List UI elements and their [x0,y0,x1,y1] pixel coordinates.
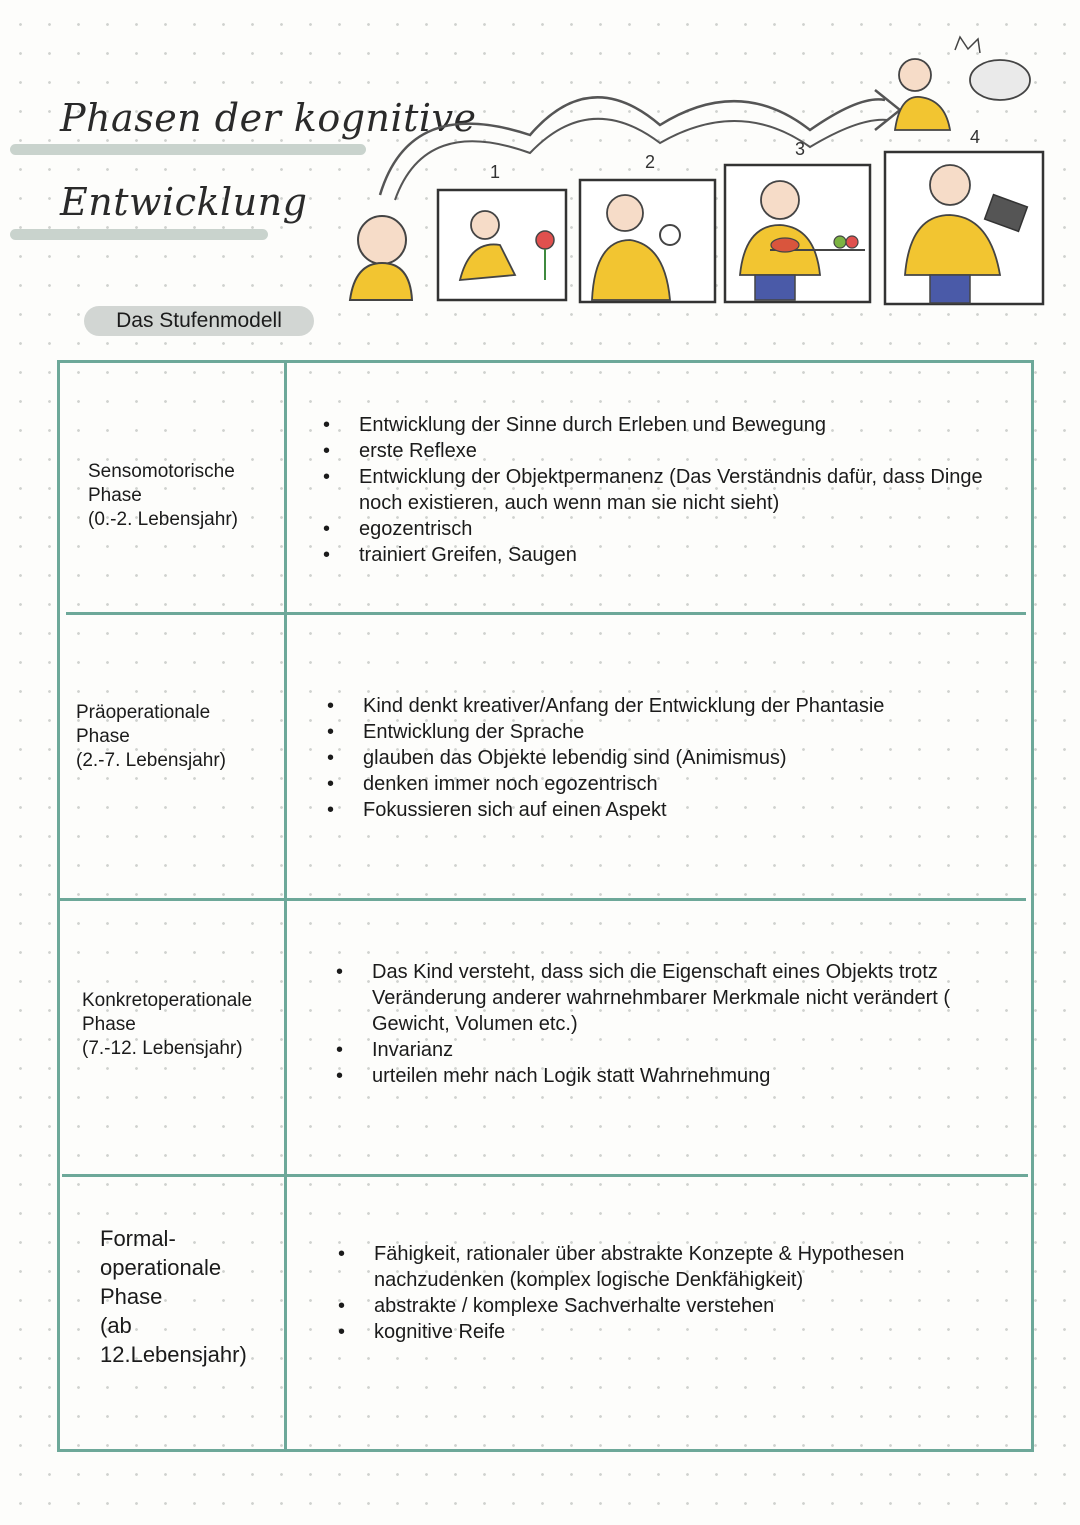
row-divider-1 [66,612,1026,615]
phase-points-formaloperational [374,1241,984,1345]
list-item: • Entwicklung der Sprache [363,719,1003,745]
list-item: • denken immer noch egozentrisch [363,771,1003,797]
list-item: • Fähigkeit, rationaler über abstrakte Konzepte & Hypothesen nachzudenken (komplex logische Denkfähigkeit) [374,1241,984,1293]
stage-number-1: 1 [490,162,501,182]
list-item: • kognitive Reife [374,1319,984,1345]
phase-points-sensomotor [359,412,999,568]
phase-label-formaloperational: Formal- operationale Phase (ab 12.Lebensjahr) [100,1226,247,1367]
list-item: • Entwicklung der Objektpermanenz (Das Verständnis dafür, dass Dinge noch existieren, auch wenn man sie nicht sieht) [359,464,999,516]
list-item: • Kind denkt kreativer/Anfang der Entwicklung der Phantasie [363,693,1003,719]
phase-label-praeoperational: Präoperationale Phase (2.-7. Lebensjahr) [76,702,226,771]
section-label: Das Stufenmodell [84,306,314,336]
phase-points-praeoperational [363,693,1003,823]
list-item: • erste Reflexe [359,438,999,464]
stage-illustration [340,35,1050,310]
list-item: • abstrakte / komplexe Sachverhalte verstehen [374,1293,984,1319]
list-item: • trainiert Greifen, Saugen [359,542,999,568]
phase-points-konkretoperational [372,959,972,1089]
list-item: • Fokussieren sich auf einen Aspekt [363,797,1003,823]
row-divider-3 [62,1174,1028,1177]
row-divider-2 [58,898,1026,901]
title-highlight-1 [10,144,366,155]
list-item: • Das Kind versteht, dass sich die Eigenschaft eines Objekts trotz Veränderung anderer wahrnehmbarer Merkmale nicht verändert ( Gewicht, Volumen etc.) [372,959,972,1037]
list-item: • Invarianz [372,1037,972,1063]
phase-label-konkretoperational: Konkretoperationale Phase (7.-12. Lebensjahr) [82,990,253,1059]
page-title-line-1: Phasen der kognitive [60,96,477,140]
baby-figure [350,216,412,300]
stage-number-4: 4 [970,127,981,147]
stage-number-2: 2 [645,152,656,172]
list-item: • egozentrisch [359,516,999,542]
phase-label-sensomotor: Sensomotorische Phase (0.-2. Lebensjahr) [88,461,238,530]
list-item: • urteilen mehr nach Logik statt Wahrnehmung [372,1063,972,1089]
page-title-line-2: Entwicklung [60,180,308,224]
stage-number-3: 3 [795,139,806,159]
table-column-divider [284,360,287,1452]
title-highlight-2 [10,229,268,240]
list-item: • glauben das Objekte lebendig sind (Animismus) [363,745,1003,771]
list-item: • Entwicklung der Sinne durch Erleben und Bewegung [359,412,999,438]
